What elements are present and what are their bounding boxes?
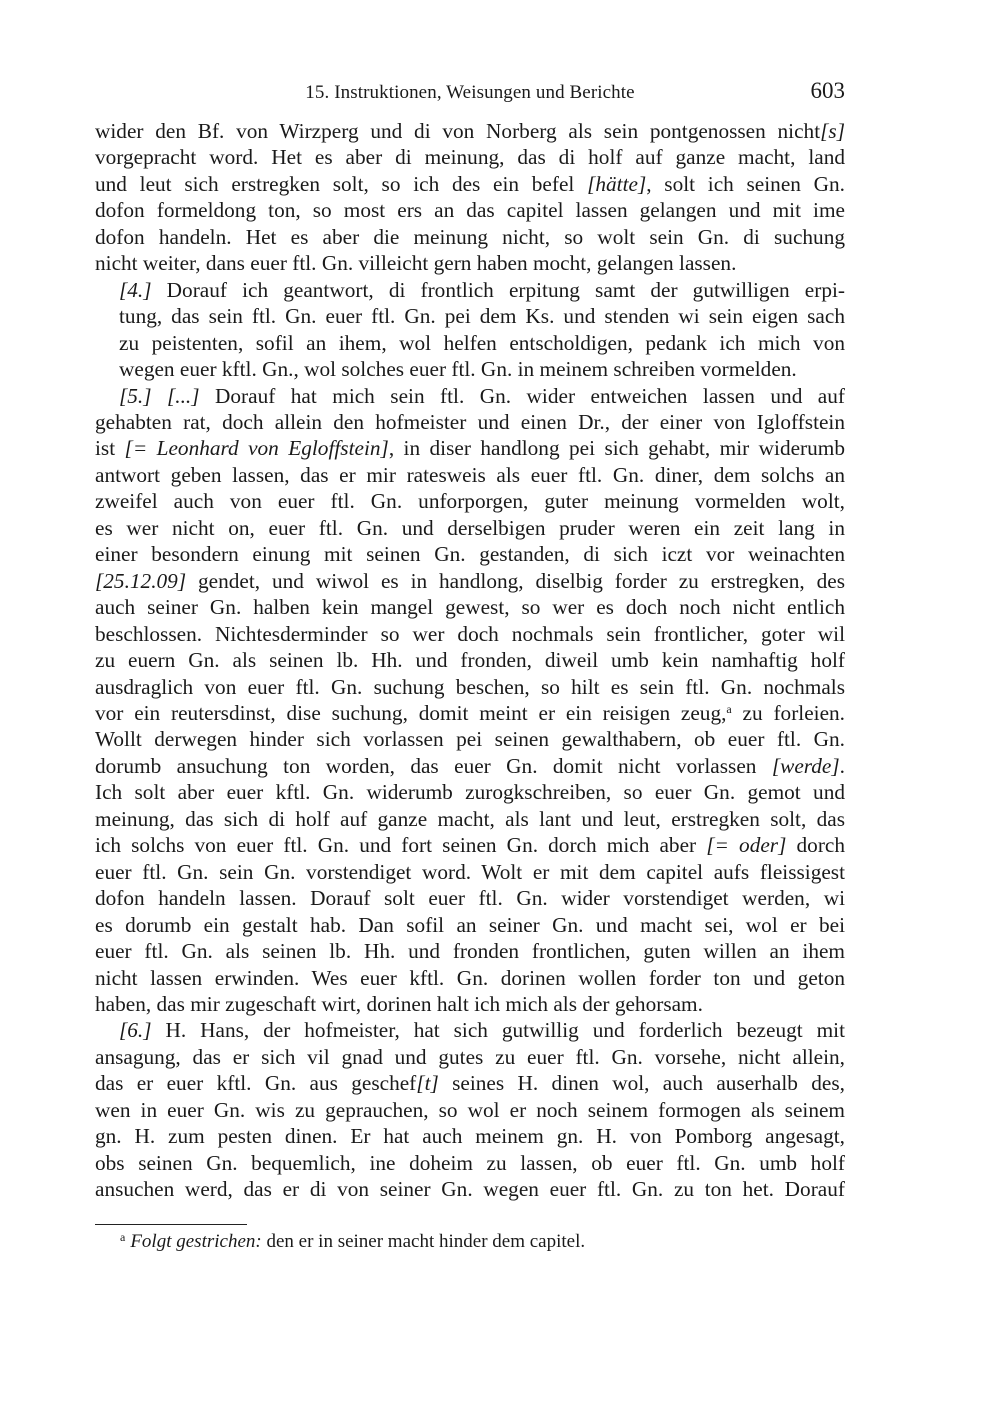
text-line: das er euer kftl. Gn. aus geschef[t] seines H. dinen wol, auch auserhalb des, [95, 1071, 845, 1096]
text-line: ich solchs von euer ftl. Gn. und fort seinen Gn. dorch mich aber [= oder] dorch [95, 833, 846, 858]
body-text [95, 118, 845, 1203]
text-line: obs seinen Gn. bequemlich, ine doheim zu lassen, ob euer ftl. Gn. umb holf [95, 1150, 845, 1175]
text-line: auch seiner Gn. halben kein mangel gewest, so wer es doch noch nicht entlich [95, 595, 845, 620]
text-line: Wollt derwegen hinder sich vorlassen pei seinen gewalthabern, ob euer ftl. Gn. [95, 727, 845, 752]
text-line: zweifel auch von euer ftl. Gn. unforporgen, guter meinung vormelden wolt, [95, 489, 845, 514]
paragraph-4 [95, 1017, 845, 1202]
section-number: [5.] [...] [119, 383, 200, 408]
footnote-marker: a [726, 701, 732, 716]
text-line: vor ein reutersdinst, dise suchung, domit meint er ein reisigen zeug,$^a$ zu forleien. [95, 700, 845, 725]
text-line: ausdraglich von euer ftl. Gn. suchung beschen, so hilt es sein ftl. Gn. nochmals [95, 674, 845, 699]
text-line: zu euern Gn. als seinen lb. Hh. und fronden, diweil umb kein namhaftig holf [95, 648, 845, 673]
text-line: gn. H. zum pesten dinen. Er hat auch meinem gn. H. von Pomborg angesagt, [95, 1124, 845, 1149]
text-line: ansagung, das er sich vil gnad und gutes zu euer ftl. Gn. vorsehe, nicht allein, [95, 1044, 845, 1069]
text-line: euer ftl. Gn. als seinen lb. Hh. und fronden frontlichen, guten willen an ihem [95, 939, 845, 964]
text-line: wider den Bf. von Wirzperg und di von Norberg als sein pontgenossen nicht[s] [95, 119, 845, 143]
text-line: beschlossen. Nichtesderminder so wer doch nochmals sein frontlicher, goter wil [95, 621, 845, 646]
text-line: dofon formeldong ton, so most ers an das capitel lassen gelangen und mit ime [95, 198, 845, 223]
text-line: und leut sich erstregken solt, so ich des ein befel [hätte], solt ich seinen Gn. [95, 171, 845, 196]
text-line: euer ftl. Gn. sein Gn. vorstendiget word. Wolt er mit dem capitel aufs fleissigest [95, 859, 845, 884]
running-title: 15. Instruktionen, Weisungen und Berichte [305, 82, 635, 103]
page-number: 603 [810, 78, 845, 103]
text-line: ansuchen werd, das er di von seiner Gn. wegen euer ftl. Gn. zu ton het. Dorauf [95, 1177, 845, 1202]
text-line: wen in euer Gn. wis zu geprauchen, so wol er noch seinem formogen als seinem [95, 1097, 845, 1122]
text-line: nicht weiter, dans euer ftl. Gn. villeicht gern haben mocht, gelangen lassen. [95, 251, 737, 276]
paragraph-3 [95, 383, 845, 1018]
text-line: wegen euer kftl. Gn., wol solches euer ftl. Gn. in meinem schreiben vormelden. [119, 357, 797, 382]
text-line: dofon handeln. Het es aber die meinung nicht, so wolt sein Gn. di suchung [95, 224, 845, 249]
section-number: [6.] [119, 1018, 152, 1043]
footnote-marker: a [120, 1230, 126, 1244]
text-line: [4.] Dorauf ich geantwort, di frontlich erpitung samt der gutwilligen erpi- [119, 277, 845, 302]
text-line: Ich solt aber euer kftl. Gn. widerumb zurogkschreiben, so euer Gn. gemot und [95, 780, 845, 805]
footnote-rule [95, 1224, 247, 1225]
footnote [120, 1230, 840, 1254]
text-line: es dorumb ein gestalt hab. Dan sofil an seiner Gn. und macht sei, wol er bei [95, 912, 845, 937]
text-line: vorgepracht word. Het es aber di meinung, das di holf auf ganze macht, land [95, 145, 845, 170]
text-line: dofon handeln lassen. Dorauf solt euer ftl. Gn. wider vorstendiget werden, wi [95, 886, 845, 911]
text-line: meinung, das sich di holf auf ganze macht, als lant und leut, erstregken solt, das [95, 806, 845, 831]
footnote-label: Folgt gestrichen: [130, 1231, 262, 1252]
text-line: es wer nicht on, euer ftl. Gn. und derselbigen pruder weren ein zeit lang in [95, 515, 845, 540]
text-line: gehabten rat, doch allein den hofmeister und einen Dr., der einer von Igloffstein [95, 409, 845, 434]
footnote-text: den er in seiner macht hinder dem capitel. [261, 1231, 586, 1252]
text-line: einer besondern einung mit seinen Gn. gestanden, di sich iczt vor weinachten [95, 542, 845, 567]
text-line: [6.] H. Hans, der hofmeister, hat sich gutwillig und forderlich bezeugt mit [119, 1018, 845, 1043]
section-number: [4.] [119, 277, 152, 302]
text-line: dorumb ansuchung ton worden, das euer Gn. domit nicht vorlassen [werde]. [95, 753, 845, 778]
text-line: haben, das mir zugeschaft wirt, dorinen halt ich mich als der gehorsam. [95, 991, 703, 1016]
text-line: nicht lassen erwinden. Wes euer kftl. Gn. dorinen wollen forder ton und geton [95, 965, 845, 990]
text-line: [5.] [...] Dorauf hat mich sein ftl. Gn. wider entweichen lassen und auf [119, 383, 846, 408]
paragraph-1 [95, 118, 845, 277]
paragraph-2 [95, 277, 845, 383]
text-line: antwort geben lassen, das er mir ratesweis als euer ftl. Gn. diner, dem solchs an [95, 462, 845, 487]
text-line: tung, das sein ftl. Gn. euer ftl. Gn. pei dem Ks. und stenden wi sein eigen sach [119, 304, 845, 329]
text-line: zu peistenten, sofil an ihem, wol helfen entscholdigen, pedank ich mich von [119, 330, 845, 355]
text-line: ist [= Leonhard von Egloffstein], in diser handlong pei sich gehabt, mir widerumb [95, 436, 846, 461]
text-line: [25.12.09] gendet, und wiwol es in handlong, diselbig forder zu erstregken, des [95, 568, 845, 593]
page-header [95, 78, 845, 108]
